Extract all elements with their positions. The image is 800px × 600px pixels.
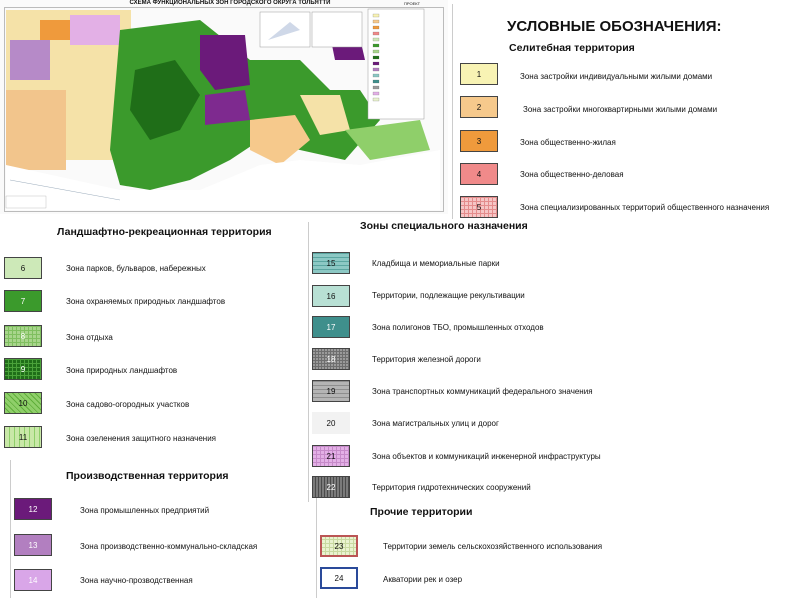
map-inset-swatch (373, 74, 379, 77)
legend-label-16: Территории, подлежащие рекультивации (372, 291, 525, 300)
legend-swatch-10: 10 (4, 392, 42, 414)
legend-label-17: Зона полигонов ТБО, промышленных отходов (372, 323, 544, 332)
legend-swatch-5: 5 (460, 196, 498, 218)
map-stamp: ПРОЕКТ (404, 1, 421, 6)
legend-swatch-16: 16 (312, 285, 350, 307)
section-landscape: Ландшафтно-рекреационная территория (57, 226, 272, 238)
legend-swatch-15: 15 (312, 252, 350, 274)
section-industrial: Производственная территория (66, 470, 229, 482)
legend-swatch-1: 1 (460, 63, 498, 85)
legend-label-10: Зона садово-огородных участков (66, 400, 190, 409)
legend-swatch-18: 18 (312, 348, 350, 370)
legend-swatch-2: 2 (460, 96, 498, 118)
legend-label-12: Зона промышленных предприятий (80, 506, 210, 515)
map-inset-swatch (373, 14, 379, 17)
section-special: Зоны специального назначения (360, 220, 528, 232)
legend-label-14: Зона научно-прозводственная (80, 576, 193, 585)
map-inset-swatch (373, 92, 379, 95)
section-residential: Селитебная территория (509, 42, 635, 54)
map-zone-engineering-west (70, 15, 120, 45)
legend-label-22: Территория гидротехнических сооружений (372, 483, 531, 492)
map-scale-block (6, 196, 46, 208)
map-zone-industrial-west (10, 40, 50, 80)
map-inset-swatch (373, 26, 379, 29)
legend-label-5: Зона специализированных территорий общественного назначения (520, 203, 770, 212)
legend-label-6: Зона парков, бульваров, набережных (66, 264, 206, 273)
map-inset-swatch (373, 50, 379, 53)
legend-label-9: Зона природных ландшафтов (66, 366, 178, 375)
map-inset-swatch (373, 38, 379, 41)
legend-swatch-13: 13 (14, 534, 52, 556)
legend-swatch-6: 6 (4, 257, 42, 279)
legend-swatch-14: 14 (14, 569, 52, 591)
legend-swatch-21: 21 (312, 445, 350, 467)
divider (10, 460, 11, 598)
section-other: Прочие территории (370, 506, 473, 518)
legend-label-4: Зона общественно-деловая (520, 170, 624, 179)
legend-title: УСЛОВНЫЕ ОБОЗНАЧЕНИЯ: (507, 18, 722, 35)
legend-swatch-20: 20 (312, 412, 350, 434)
legend-label-8: Зона отдыха (66, 333, 113, 342)
map-inset-swatch (373, 68, 379, 71)
map-inset-swatch (373, 56, 379, 59)
map-inset-swatch (373, 86, 379, 89)
legend-swatch-23: 23 (320, 535, 358, 557)
map-drawing (0, 0, 448, 214)
legend-label-23: Территории земель сельскохозяйственного использования (383, 542, 603, 551)
divider (452, 4, 453, 219)
map-inset-swatch (373, 62, 379, 65)
map-inset-swatch (373, 80, 379, 83)
legend-swatch-24: 24 (320, 567, 358, 589)
legend-swatch-7: 7 (4, 290, 42, 312)
legend-swatch-22: 22 (312, 476, 350, 498)
legend-label-20: Зона магистральных улиц и дорог (372, 419, 499, 428)
map-title: СХЕМА ФУНКЦИОНАЛЬНЫХ ЗОН ГОРОДСКОГО ОКРУГА ТОЛЬЯТТИ (129, 0, 331, 6)
map-inset-swatch (373, 98, 379, 101)
map-inset-swatch (373, 32, 379, 35)
legend-label-3: Зона общественно-жилая (520, 138, 616, 147)
legend-label-2: Зона застройки многоквартирными жилыми домами (523, 105, 718, 114)
divider (308, 222, 309, 502)
map-zone-industrial-central (205, 90, 250, 125)
legend-label-24: Акватории рек и озер (383, 575, 463, 584)
legend-label-13: Зона производственно-коммунально-складская (80, 542, 258, 551)
map-inset-minimap-2 (312, 12, 362, 47)
legend-swatch-3: 3 (460, 130, 498, 152)
legend-label-7: Зона охраняемых природных ландшафтов (66, 297, 226, 306)
map-inset-swatch (373, 44, 379, 47)
legend-swatch-4: 4 (460, 163, 498, 185)
legend-swatch-17: 17 (312, 316, 350, 338)
map-inset-swatch (373, 20, 379, 23)
legend-swatch-11: 11 (4, 426, 42, 448)
legend-label-1: Зона застройки индивидуальными жилыми домами (520, 72, 713, 81)
legend-label-11: Зона озеленения защитного назначения (66, 434, 217, 443)
divider (316, 498, 317, 598)
legend-swatch-8: 8 (4, 325, 42, 347)
legend-swatch-19: 19 (312, 380, 350, 402)
legend-label-19: Зона транспортных коммуникаций федерального значения (372, 387, 593, 396)
legend-swatch-12: 12 (14, 498, 52, 520)
legend-swatch-9: 9 (4, 358, 42, 380)
functional-zones-map (0, 0, 448, 214)
map-zone-public-west (40, 20, 70, 40)
legend-label-18: Территория железной дороги (372, 355, 481, 364)
legend-label-15: Кладбища и мемориальные парки (372, 259, 500, 268)
map-zone-residential-southwest (6, 90, 66, 170)
legend-label-21: Зона объектов и коммуникаций инженерной инфраструктуры (372, 452, 601, 461)
